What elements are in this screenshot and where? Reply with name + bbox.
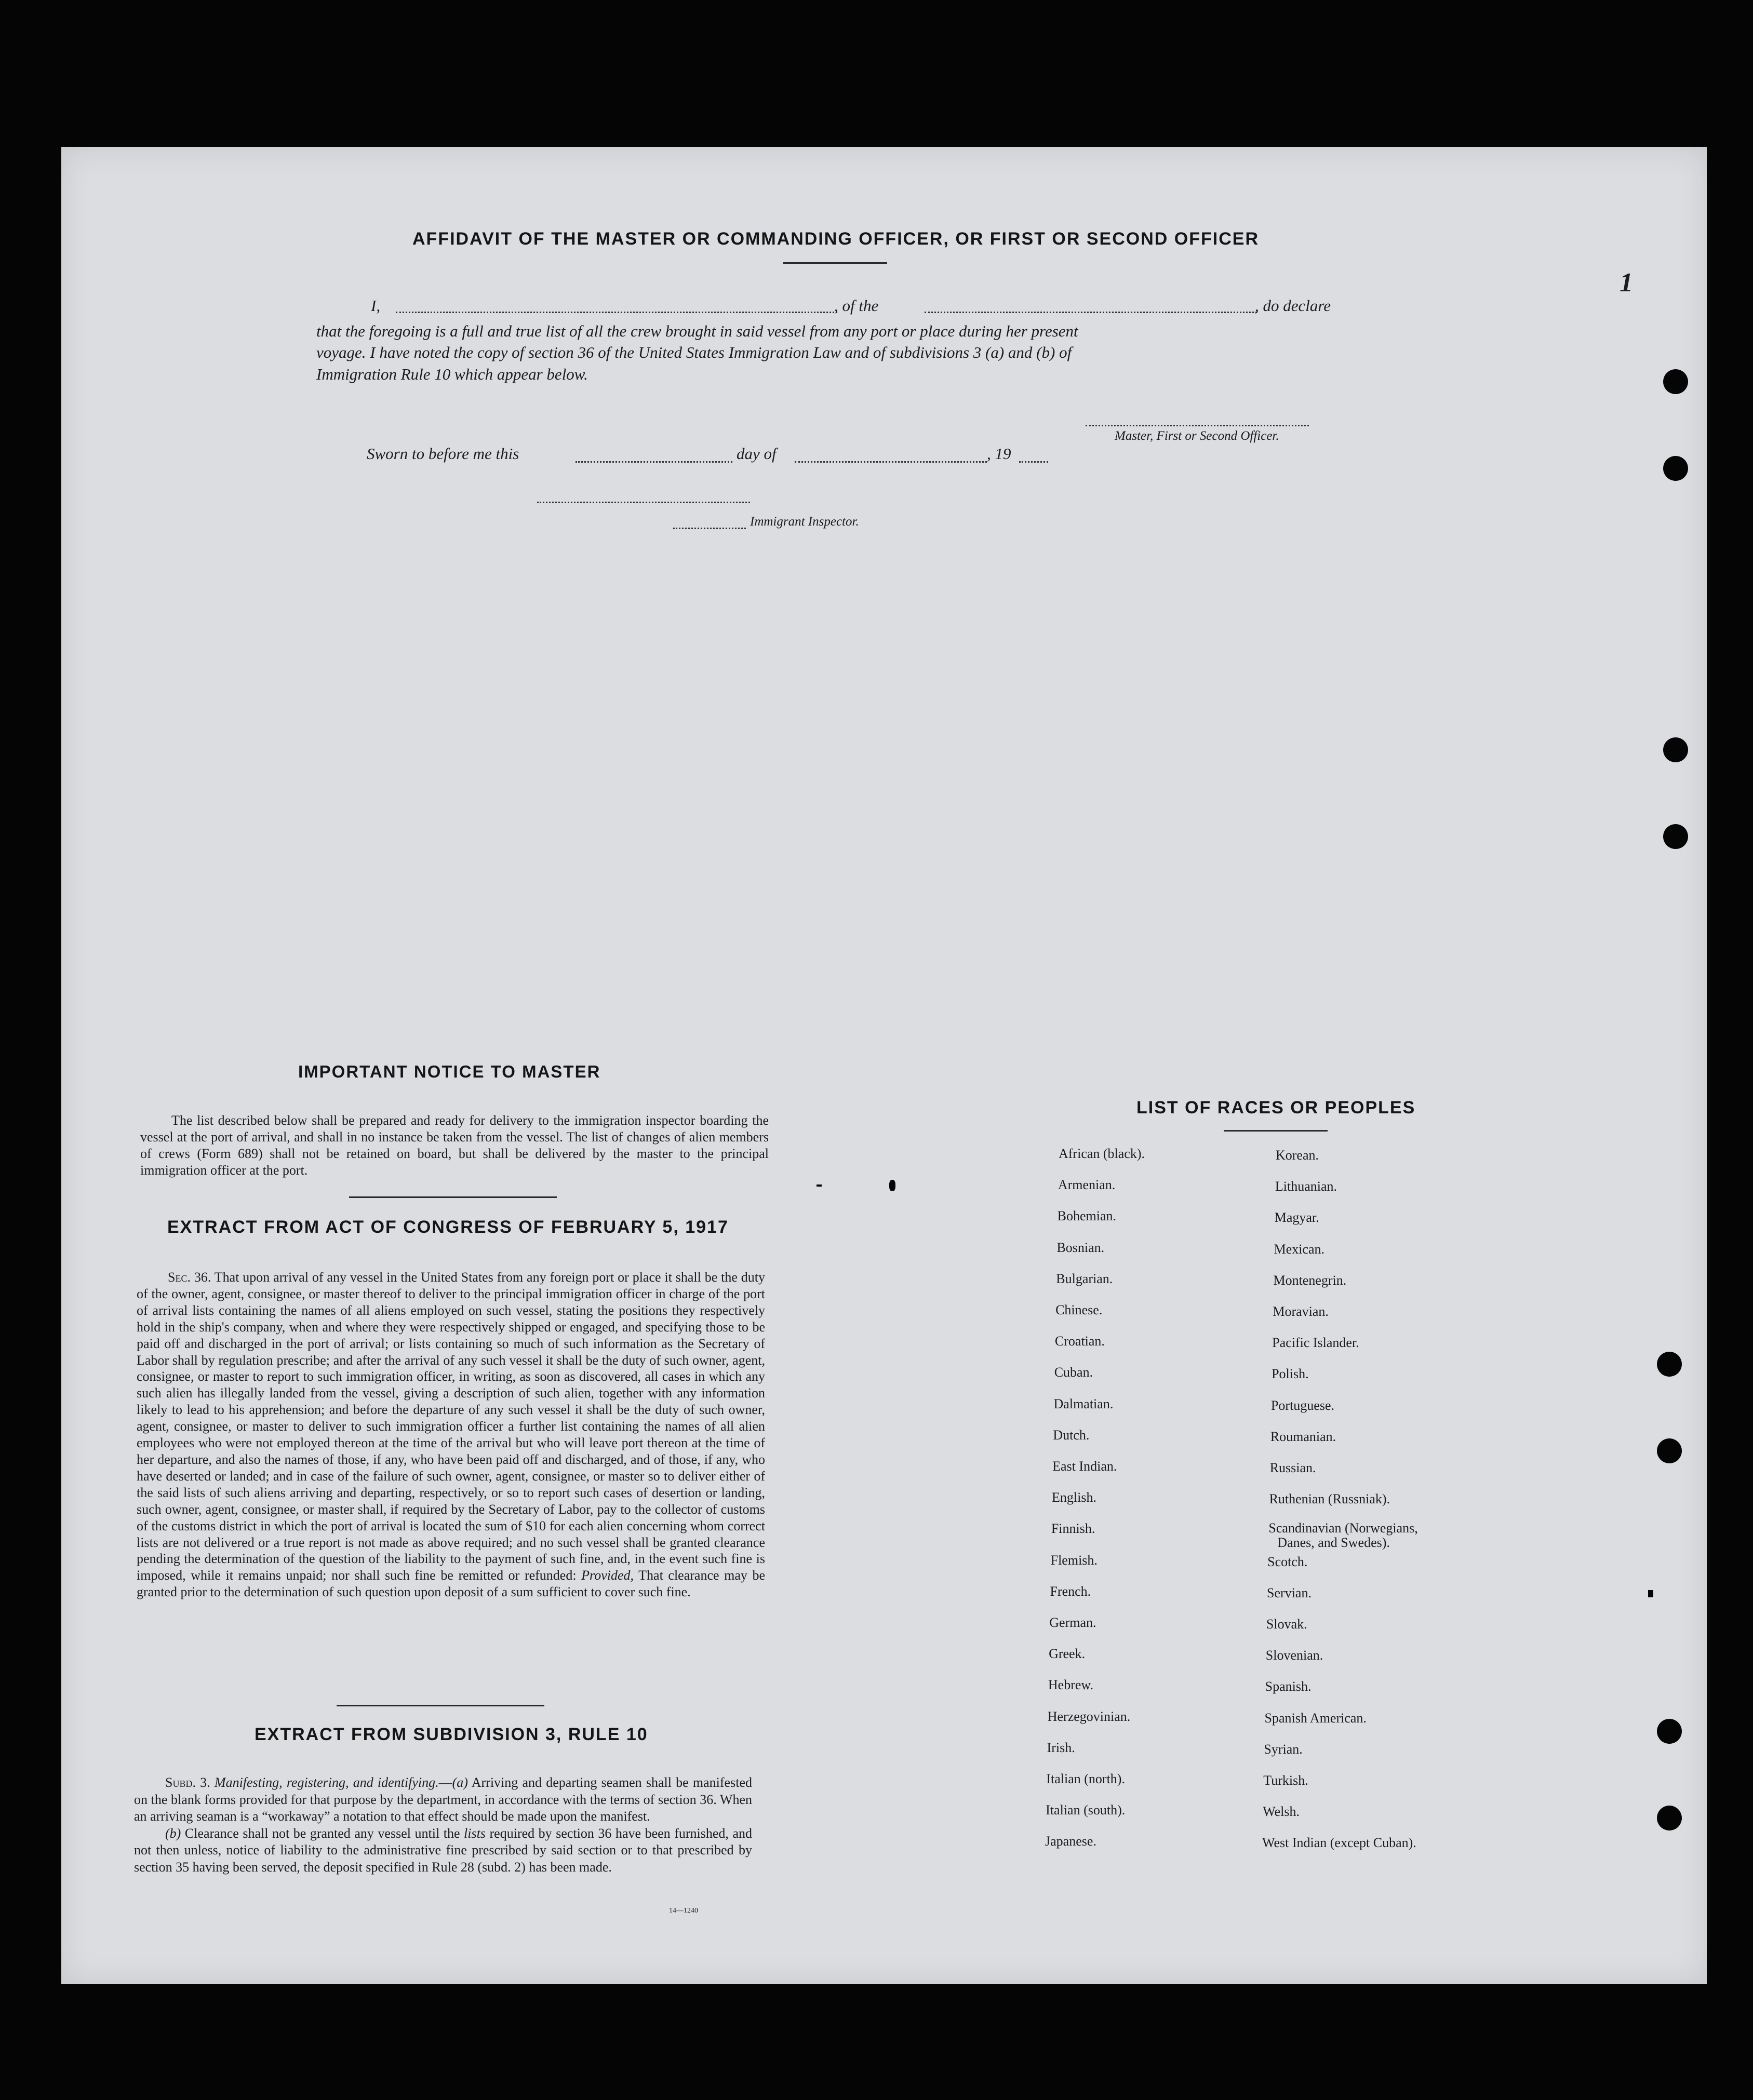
race-item: Armenian. <box>1058 1177 1116 1193</box>
inspector-signature-line[interactable] <box>537 502 750 503</box>
affidavit-line: Immigration Rule 10 which appear below. <box>316 365 588 383</box>
affidavit-i-label: I, <box>371 297 381 315</box>
year-label: , 19 <box>987 445 1011 463</box>
race-item: Ruthenian (Russniak). <box>1269 1491 1390 1507</box>
section-rule <box>337 1705 544 1706</box>
race-item: Scotch. <box>1267 1554 1308 1569</box>
race-item: Bosnian. <box>1056 1240 1105 1255</box>
race-item: Chinese. <box>1055 1302 1103 1317</box>
scan-border <box>0 1989 1753 2100</box>
race-item: French. <box>1050 1583 1091 1599</box>
race-item: Welsh. <box>1263 1804 1300 1820</box>
notice-paragraph: The list described below shall be prepared and ready for delivery to the immigration inspector boarding the vessel at the port of arrival, and shall in no instance be taken from the vessel. The list of changes of alien members of crews (Form 689) shall not be retained on board, but shall be delivered by the master to the principal immigration officer at the port. <box>140 1113 769 1178</box>
punch-hole <box>1663 824 1688 849</box>
subd-a-text: Arriving and departing seamen shall be manifested on the blank forms provided for that purpose by the department, in accordance with the terms of section 36. When an arriving seaman is a “workaway” a notation to that effect should be made upon the manifest. <box>134 1775 752 1824</box>
subd-b-text-1: Clearance shall not be granted any vessel until the <box>184 1825 460 1841</box>
sworn-year-field[interactable] <box>1019 461 1048 463</box>
vessel-field[interactable] <box>925 312 1257 313</box>
sworn-label: Sworn to before me this <box>367 445 519 463</box>
race-item: Korean. <box>1276 1148 1319 1163</box>
affidavit-line: voyage. I have noted the copy of section 36 of the United States Immigration Law and of subdivisions 3 (a) and (b) of <box>316 343 1072 361</box>
race-item: Greek. <box>1049 1646 1086 1662</box>
race-item: Syrian. <box>1264 1741 1303 1757</box>
race-item: East Indian. <box>1052 1459 1117 1474</box>
race-item: Spanish American. <box>1264 1710 1367 1726</box>
race-item: English. <box>1052 1490 1096 1505</box>
race-item: Italian (south). <box>1046 1802 1126 1818</box>
day-of-label: day of <box>737 445 777 463</box>
race-item: German. <box>1049 1615 1096 1630</box>
race-item: Cuban. <box>1054 1365 1093 1380</box>
race-item: Italian (north). <box>1046 1771 1125 1786</box>
race-item: Bulgarian. <box>1056 1271 1113 1286</box>
master-signature-line[interactable] <box>1086 425 1309 426</box>
punch-hole <box>1657 1352 1682 1377</box>
stray-mark <box>889 1180 895 1191</box>
inspector-label: Immigrant Inspector. <box>750 515 859 529</box>
sworn-month-field[interactable] <box>795 461 987 463</box>
sworn-day-field[interactable] <box>576 461 732 463</box>
race-item: Irish. <box>1047 1740 1075 1755</box>
stray-mark <box>1648 1590 1653 1597</box>
race-item: Slovak. <box>1266 1617 1307 1632</box>
act-body: That upon arrival of any vessel in the United States from any foreign port or place it shall be the duty of the owner, agent, consignee, or master thereof to deliver to the principal immigration officer in charge of the port of arrival lists containing the names of all aliens employed on such vessel, stating the positions they respectively hold in the ship's company, when and where they were respectively shipped or engaged, and specifying those to be paid off and discharged in the port of arrival; or lists containing so much of such information as the Secretary of Labor shall by regulation prescribe; and after the arrival of any such vessel it shall be the duty of such owner, agent, consignee, or master to report to such immigration officer, in writing, as soon as discovered, all cases in which any such alien has illegally landed from the vessel, giving a description of such alien, together with any information likely to lead to his apprehension; and before the departure of any such vessel it shall be the duty of such owner, agent, consignee, or master to deliver to such immigration officer a further list containing the names of all alien employees who were not employed thereon at the time of the arrival but who will leave port thereon at the time of her departure, and also the names of those, if any, who have been paid off and discharged, and of those, if any, who have deserted or landed; and in case of the failure of such owner, agent, consignee, or master so to deliver either of the said lists of such aliens arriving and departing, respectively, or so to report such cases of desertion or landing, such owner, agent, consignee, or master shall, if required by the Secretary of Labor, pay to the collector of customs of the customs district in which the port of arrival is located the sum of $10 for each alien concerning whom correct lists are not delivered or a true report is not made as above required; and no such vessel shall be granted clearance pending the determination of the question of the liability to the payment of such fine, and, in the event such fine is imposed, while it remains unpaid; nor shall such fine be remitted or refunded: <box>137 1270 766 1583</box>
notice-text <box>140 1112 769 1179</box>
of-the-label: , of the <box>834 297 879 315</box>
punch-hole <box>1663 737 1688 762</box>
race-item: Portuguese. <box>1270 1397 1334 1413</box>
subd-b-text-2: required by section 36 have been furnished, and not then unless, notice of liability to the administrative fine prescribed by said section or to that prescribed by section 35 having been served, the deposit specified in Rule 28 (subd. 2) has been made. <box>134 1825 752 1875</box>
race-item: Hebrew. <box>1048 1677 1094 1693</box>
act-title: EXTRACT FROM ACT OF CONGRESS OF FEBRUARY 5, 1917 <box>167 1217 729 1237</box>
race-item: Servian. <box>1267 1585 1312 1600</box>
race-item: Herzegovinian. <box>1047 1708 1131 1724</box>
section-rule <box>349 1196 557 1198</box>
race-item: Magyar. <box>1274 1210 1319 1226</box>
race-item: Montenegrin. <box>1273 1272 1347 1288</box>
race-item: Danes, and Swedes). <box>1277 1535 1390 1551</box>
inspector-signature-line-2[interactable] <box>673 528 746 529</box>
act-body-end: That clearance may be granted prior to the determination of such question upon deposit of a sum sufficient to cover such fine. <box>137 1568 766 1600</box>
punch-hole <box>1663 369 1688 394</box>
race-item: West Indian (except Cuban). <box>1262 1835 1416 1851</box>
race-item: Moravian. <box>1273 1304 1329 1319</box>
race-item: Dalmatian. <box>1053 1396 1114 1411</box>
title-rule <box>783 262 887 264</box>
subd-heading: Manifesting, registering, and identifying. <box>214 1775 439 1790</box>
race-item: Japanese. <box>1045 1834 1096 1849</box>
race-item: Scandinavian (Norwegians, <box>1268 1520 1418 1536</box>
subd-label: Subd. 3. <box>165 1775 210 1790</box>
page-number-mark: 1 <box>1620 268 1633 298</box>
race-item: Finnish. <box>1051 1521 1095 1537</box>
subd-b-lists: lists <box>464 1825 486 1841</box>
race-item: Croatian. <box>1054 1334 1105 1349</box>
race-item: Roumanian. <box>1270 1429 1336 1444</box>
act-text <box>137 1269 765 1600</box>
form-number: 14—1240 <box>669 1907 698 1915</box>
races-rule <box>1224 1130 1328 1132</box>
race-item: Flemish. <box>1050 1552 1098 1568</box>
race-item: Spanish. <box>1265 1679 1312 1694</box>
punch-hole <box>1663 456 1688 481</box>
race-item: Russian. <box>1269 1460 1316 1475</box>
race-item: Lithuanian. <box>1275 1179 1337 1194</box>
notice-title: IMPORTANT NOTICE TO MASTER <box>298 1062 601 1081</box>
subd-a-label: (a) <box>452 1775 468 1790</box>
race-item: Pacific Islander. <box>1272 1335 1359 1351</box>
races-title: LIST OF RACES OR PEOPLES <box>1136 1098 1416 1118</box>
subd-b-label: (b) <box>165 1825 181 1841</box>
race-item: Dutch. <box>1053 1427 1090 1443</box>
do-declare-label: , do declare <box>1255 297 1331 315</box>
race-item: African (black). <box>1059 1146 1145 1161</box>
punch-hole <box>1657 1806 1682 1830</box>
provided-label: Provided, <box>581 1568 634 1583</box>
affidavit-title: AFFIDAVIT OF THE MASTER OR COMMANDING OFFICER, OR FIRST OR SECOND OFFICER <box>412 229 1259 249</box>
rule-title: EXTRACT FROM SUBDIVISION 3, RULE 10 <box>255 1725 648 1744</box>
race-item: Slovenian. <box>1265 1648 1323 1663</box>
stray-mark <box>817 1184 822 1187</box>
affidavit-line: that the foregoing is a full and true list of all the crew brought in said vessel from any port or place during her present <box>316 322 1078 340</box>
section-label: Sec. 36. <box>168 1270 211 1285</box>
race-item: Turkish. <box>1263 1773 1308 1788</box>
master-signature-label: Master, First or Second Officer. <box>1115 429 1279 443</box>
race-item: Bohemian. <box>1057 1208 1116 1224</box>
race-item: Mexican. <box>1274 1241 1325 1257</box>
rule-text: Subd. 3. Manifesting, registering, and identifying.—(a) Arriving and departing seamen shall be manifested on the blank forms provided for that purpose by the department, in accordance with the terms of section 36. When an arriving seaman is a “workaway” a notation to that effect should be made upon the manifest. (b) Clearance shall not be granted any vessel until the lists required by section 36 have been furnished, and not then unless, notice of liability to the administrative fine prescribed by said section or to that prescribed by section 35 having been served, the deposit specified in Rule 28 (subd. 2) has been made. <box>134 1775 752 1875</box>
punch-hole <box>1657 1438 1682 1463</box>
race-item: Polish. <box>1272 1366 1309 1382</box>
name-field[interactable] <box>396 312 837 313</box>
punch-hole <box>1657 1719 1682 1744</box>
